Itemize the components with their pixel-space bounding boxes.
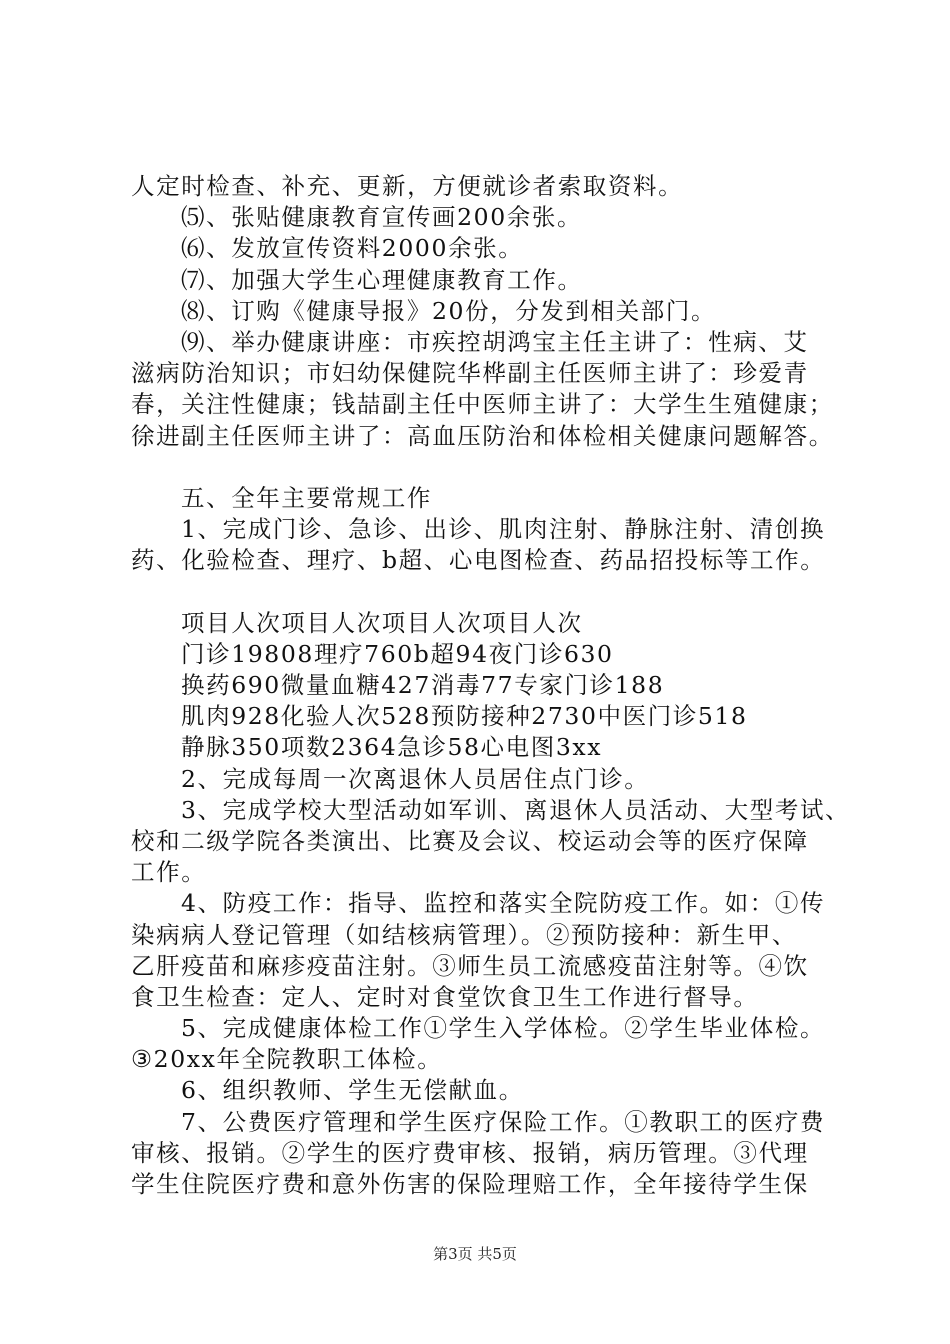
text-line: 工作。 [131,858,207,887]
text-line: 审核、报销。②学生的医疗费审核、报销，病历管理。③代理 [131,1138,809,1167]
text-line: ⑺、加强大学生心理健康教育工作。 [181,265,583,294]
page-number-footer: 第3页 共5页 [433,1245,517,1263]
text-line: 人定时检查、补充、更新，方便就诊者索取资料。 [131,172,684,200]
text-line: 4、防疫工作：指导、监控和落实全院防疫工作。如：①传 [181,889,826,918]
text-line: 校和二级学院各类演出、比赛及会议、校运动会等的医疗保障 [131,826,809,855]
table-row-line: 门诊19808理疗760b超94夜门诊630 [181,639,614,668]
text-line: ③20xx年全院教职工体检。 [131,1045,443,1074]
table-row-line: 静脉350项数2364急诊58心电图3xx [181,733,603,762]
text-line: 食卫生检查：定人、定时对食堂饮食卫生工作进行督导。 [131,982,759,1011]
text-line: ⑸、张贴健康教育宣传画200余张。 [181,203,583,232]
text-line: 6、组织教师、学生无偿献血。 [181,1076,524,1105]
text-line: 滋病防治知识；市妇幼保健院华桦副主任医师主讲了：珍爱青 [131,359,809,388]
document-body [131,171,851,1200]
text-line: 药、化验检查、理疗、b超、心电图检查、药品招投标等工作。 [131,546,826,575]
text-line: 5、完成健康体检工作①学生入学体检。②学生毕业体检。 [181,1014,826,1043]
text-line: ⑼、举办健康讲座：市疾控胡鸿宝主任主讲了：性病、艾 [181,327,809,356]
table-row-line: 换药690微量血糖427消毒77专家门诊188 [181,671,665,699]
table-row-line: 肌肉928化验人次528预防接种2730中医门诊518 [181,702,748,731]
text-line: 3、完成学校大型活动如军训、离退休人员活动、大型考试、 [181,795,851,824]
text-line: 1、完成门诊、急诊、出诊、肌肉注射、静脉注射、清创换 [181,515,826,544]
text-line: 染病病人登记管理（如结核病管理）。②预防接种：新生甲、 [131,920,797,949]
text-line: 2、完成每周一次离退休人员居住点门诊。 [181,764,650,793]
text-line: 徐进副主任医师主讲了：高血压防治和体检相关健康问题解答。 [131,421,834,450]
text-line: 7、公费医疗管理和学生医疗保险工作。①教职工的医疗费 [181,1107,826,1136]
table-header-line: 项目人次项目人次项目人次项目人次 [181,608,583,637]
blank-line [131,452,831,483]
text-line: 学生住院医疗费和意外伤害的保险理赔工作，全年接待学生保 [131,1170,809,1198]
text-line: 乙肝疫苗和麻疹疫苗注射。③师生员工流感疫苗注射等。④饮 [131,951,809,980]
text-line: ⑹、发放宣传资料2000余张。 [181,234,524,263]
text-line: ⑻、订购《健康导报》20份，分发到相关部门。 [181,296,717,325]
text-line: 春，关注性健康；钱喆副主任中医师主讲了：大学生生殖健康； [131,390,834,419]
section-heading: 五、全年主要常规工作 [181,483,432,512]
blank-line [131,576,831,607]
